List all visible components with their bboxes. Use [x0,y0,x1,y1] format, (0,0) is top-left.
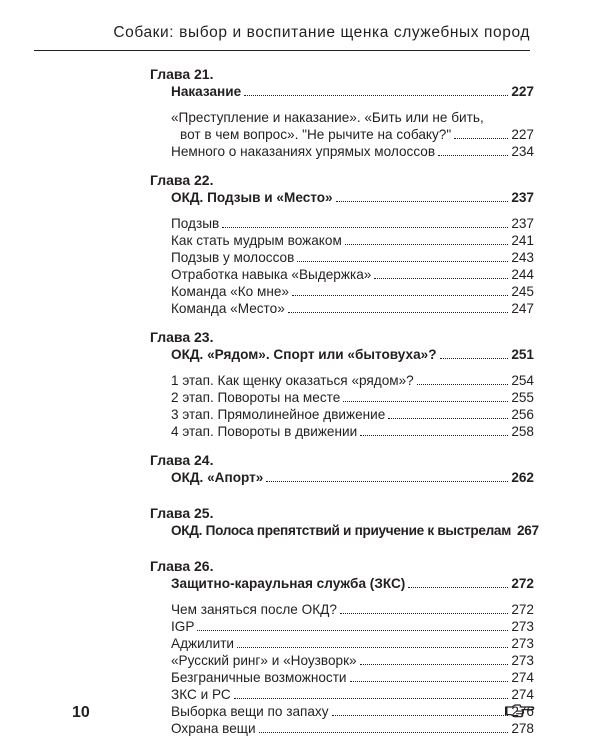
chapter-body [171,83,534,160]
chapter-title: ОКД. «Рядом». Спорт или «бытовуха»? [171,347,437,362]
chapter-title-row[interactable] [171,346,534,363]
leader-dots [350,681,509,682]
entry-text: Охрана вещи [171,721,256,736]
entry-text: Команда «Ко мне» [171,284,289,299]
page-ref: 254 [511,373,534,388]
toc-entry[interactable] [171,266,534,283]
chapter-title-row[interactable] [171,189,534,206]
pointing-hand-icon [505,703,535,724]
entry-text: Чем заняться после ОКД? [171,602,337,617]
page-ref: 244 [511,267,534,282]
chapter-title-row[interactable] [171,469,534,486]
entry-line-2: вот в чем вопрос». "Не рычите на собаку?" [180,127,452,142]
chapter-label: Глава 26. [150,558,214,574]
chapter-24 [150,452,534,486]
page-ref: 273 [511,653,534,668]
page-ref: 273 [511,619,534,634]
chapter-label: Глава 22. [150,172,214,188]
page-ref: 245 [511,284,534,299]
chapter-title-row[interactable] [171,575,534,592]
leader-dots [374,278,508,279]
chapter-22 [150,172,534,317]
toc-entry[interactable] [171,406,534,423]
entry-text: Выборка вещи по запаху [171,704,329,719]
entry-text: Аджилити [171,636,235,651]
page-ref: 256 [511,407,534,422]
toc-entry[interactable] [171,601,534,618]
page-ref: 273 [511,636,534,651]
leader-dots [259,732,509,733]
leader-dots [292,295,508,296]
leader-dots [440,358,509,359]
toc-entry[interactable] [171,232,534,249]
entry-text: Отработка навыка «Выдержка» [171,267,372,282]
leader-dots [408,587,508,588]
toc-entry[interactable] [171,249,534,266]
entry-text: Подзыв у молоссов [171,250,295,265]
leader-dots [417,384,509,385]
chapter-26 [150,558,534,737]
entry-line-2-row [171,126,534,143]
leader-dots [336,201,509,202]
entry-text: Подзыв [171,216,220,231]
chapter-25 [150,505,539,539]
page-ref: 234 [511,144,534,159]
running-header: Собаки: выбор и воспитание щенка служебных пород [34,24,530,51]
entry-text: 4 этап. Повороты в движении [171,424,358,439]
chapter-title: ОКД. Полоса препятствий и приучение к выстрелам [171,523,511,538]
toc-entry[interactable] [171,389,534,406]
toc-entry[interactable] [171,720,534,737]
page-ref: 274 [511,670,534,685]
chapter-title: Защитно-караульная служба (ЗКС) [171,576,406,591]
page-ref: 274 [511,687,534,702]
leader-dots [343,401,508,402]
leader-dots [360,435,508,436]
entry-text: Команда «Место» [171,301,285,316]
chapter-body [171,469,534,486]
leader-dots [266,481,508,482]
leader-dots [438,155,508,156]
page-ref: 251 [511,347,534,362]
leader-dots [340,613,508,614]
page-ref: 227 [511,84,534,99]
toc-entry[interactable] [171,143,534,160]
toc-entry[interactable] [171,109,534,143]
leader-dots [244,95,508,96]
chapter-title: Наказание [171,84,242,99]
leader-dots [234,698,509,699]
toc-entry[interactable] [171,423,534,440]
chapter-title-row[interactable] [171,522,539,539]
leader-dots [332,715,509,716]
entry-text: Безграничные возможности [171,670,347,685]
leader-dots [288,312,509,313]
toc-entry[interactable] [171,635,534,652]
toc-entry[interactable] [171,686,534,703]
page-ref: 272 [511,602,534,617]
toc-entry[interactable] [171,618,534,635]
toc-entry[interactable] [171,215,534,232]
entry-text: 1 этап. Как щенку оказаться «рядом»? [171,373,414,388]
page-ref: 237 [511,216,534,231]
chapter-title: ОКД. Подзыв и «Место» [171,190,333,205]
page-ref: 237 [511,190,534,205]
chapter-title: ОКД. «Апорт» [171,470,264,485]
page-ref: 272 [511,576,534,591]
chapter-body [171,189,534,317]
chapter-21 [150,66,534,160]
chapter-label: Глава 25. [150,505,214,521]
page-ref: 278 [511,721,534,736]
page-ref: 262 [511,470,534,485]
page-ref: 258 [511,424,534,439]
chapter-body [171,346,534,440]
page-ref: 227 [511,127,534,142]
chapter-body [171,575,534,737]
page-ref: 255 [511,390,534,405]
table-of-contents [150,66,539,744]
page-ref: 243 [511,250,534,265]
entry-text: ЗКС и РС [171,687,231,702]
leader-dots [388,418,508,419]
page-ref: 276 [511,704,534,719]
toc-entry[interactable] [171,300,534,317]
page-ref: 247 [511,301,534,316]
entry-text: «Русский ринг» и «Ноузворк» [171,653,357,668]
toc-entry[interactable] [171,372,534,389]
page-ref: 241 [511,233,534,248]
chapter-label: Глава 23. [150,329,214,345]
entry-text: 3 этап. Прямолинейное движение [171,407,386,422]
toc-entry[interactable] [171,669,534,686]
chapter-title-row[interactable] [171,83,534,100]
entry-text: IGP [171,619,195,634]
leader-dots [197,630,508,631]
leader-dots [222,227,508,228]
entry-text: Как стать мудрым вожаком [171,233,342,248]
leader-dots [360,664,509,665]
leader-dots [297,261,508,262]
toc-entry[interactable] [171,283,534,300]
chapter-label: Глава 21. [150,66,214,82]
page-ref: 267 [516,523,539,538]
leader-dots [237,647,508,648]
leader-dots [454,138,508,139]
chapter-body [171,522,539,539]
entry-text: Немного о наказаниях упрямых молоссов [171,144,436,159]
chapter-23 [150,329,534,440]
entry-line-1: «Преступление и наказание». «Бить или не бить, [171,110,484,125]
page-number: 10 [72,704,90,721]
toc-entry[interactable] [171,703,534,720]
entry-text: 2 этап. Повороты на месте [171,390,341,405]
toc-entry[interactable] [171,652,534,669]
leader-dots [345,244,509,245]
chapter-label: Глава 24. [150,452,214,468]
